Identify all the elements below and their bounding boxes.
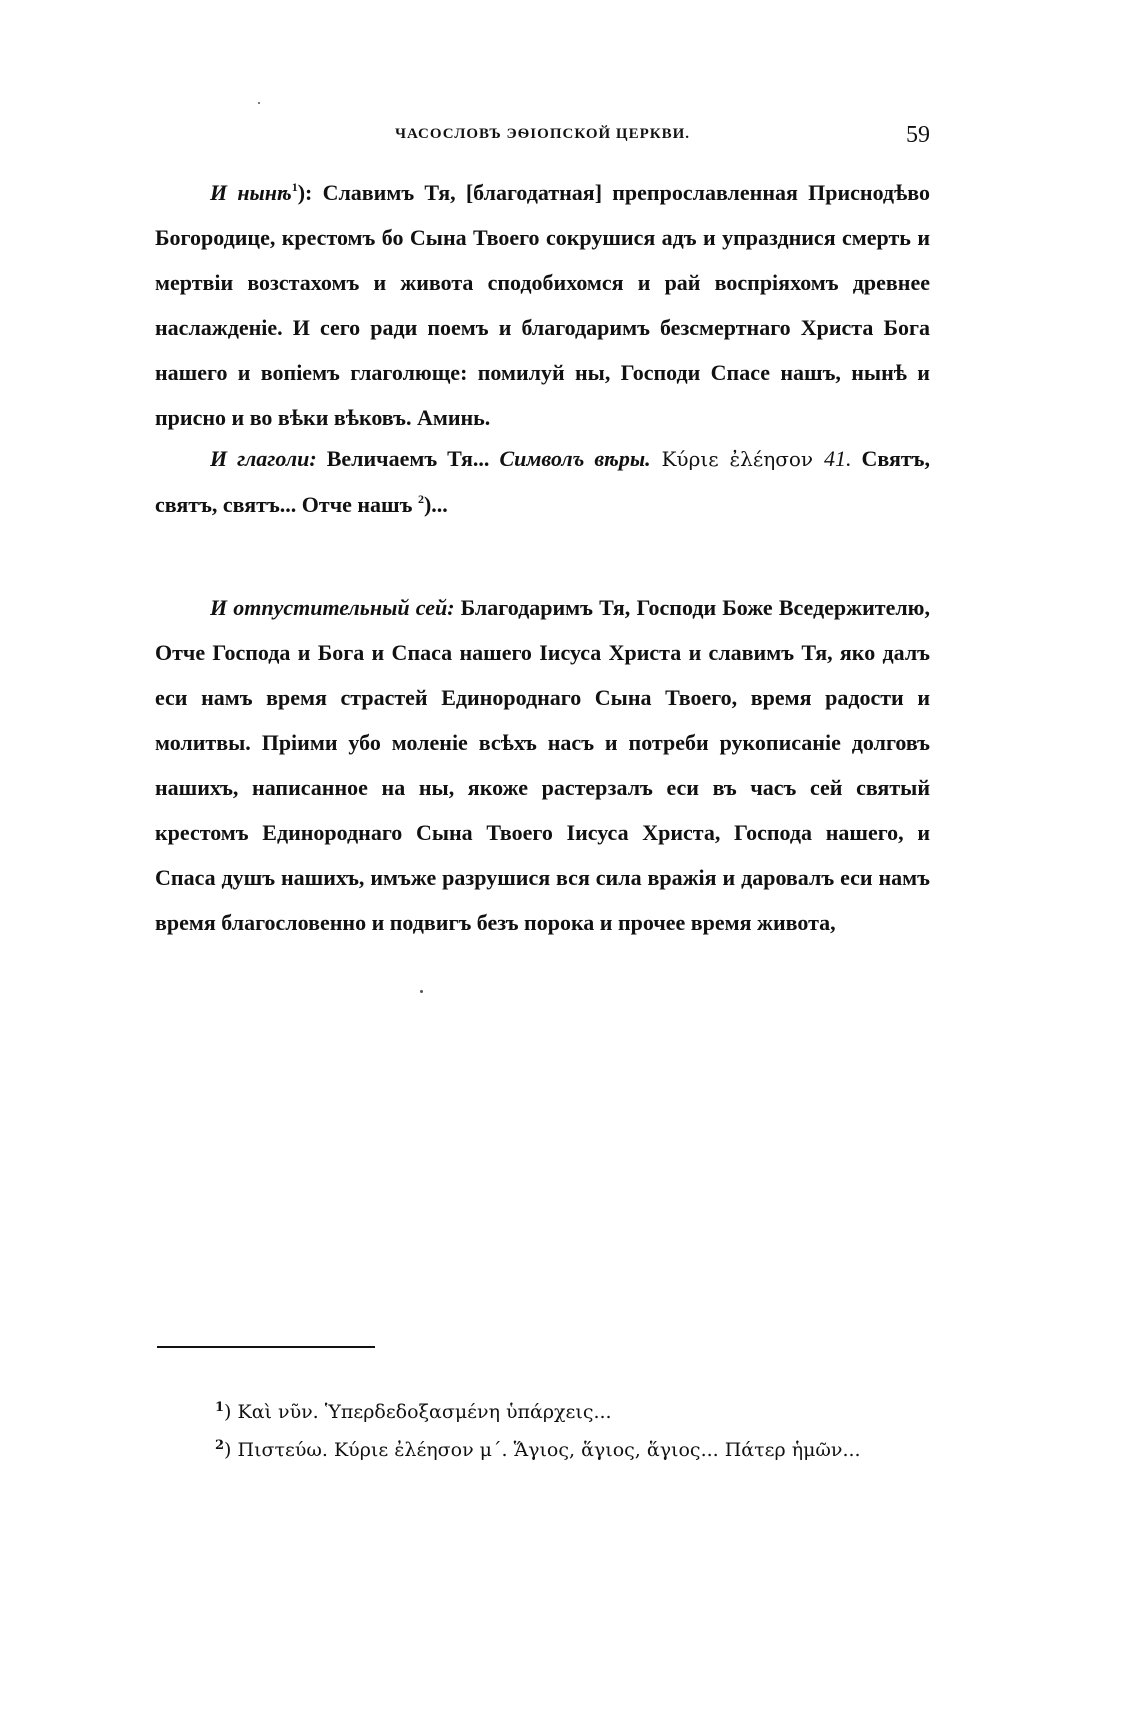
paragraph-2-lead: И глаголи:	[210, 446, 317, 471]
paragraph-1-text: ): Славимъ Тя, [благодатная] препрославленная Приснодѣво Богородице, крестомъ бо Сына Твоего сокрушися адъ и упразднися смерть и мертвіи возстахомъ и живота сподобихомся и рай воспріяхомъ древнее наслажденіе. И сего ради поемъ и благодаримъ безсмертнаго Христа Бога нашего и вопіемъ глаголюще: помилуй ны, Господи Спасе нашъ, нынѣ и присно и во вѣки вѣковъ. Аминь.	[155, 180, 930, 430]
paragraph-1-lead: И нынѣ	[210, 180, 292, 205]
paragraph-3-text: Благодаримъ Тя, Господи Боже Вседержителю, Отче Господа и Бога и Спаса нашего Іисуса Христа и славимъ Тя, яко далъ еси намъ время страстей Единороднаго Сына Твоего, время радости и молитвы. Пріими убо моленіе всѣхъ насъ и потреби рукописаніе долговъ нашихъ, написанное на ны, якоже растерзалъ еси въ часъ сей святый крестомъ Единороднаго Сына Твоего Іисуса Христа, Господа нашего, и Спаса душъ нашихъ, имъже разрушися вся сила вражія и даровалъ еси намъ время благословенно и подвигъ безъ порока и прочее время живота,	[155, 595, 930, 935]
header-title: ЧАСОСЛОВЪ ЭѲІОПСКОЙ ЦЕРКВИ.	[394, 126, 691, 142]
footnote-2-text: ) Πιστεύω. Κύριε ἐλέησον μ΄. Ἅγιος, ἅγιος, ἅγιος... Πάτερ ἡμῶν...	[224, 1439, 861, 1461]
footnote-1	[215, 1400, 612, 1423]
paragraph-2-text-c: )...	[423, 492, 448, 517]
paragraph-2-text-a: Величаемъ Тя...	[316, 446, 500, 471]
footnote-ref-1: 1	[291, 180, 298, 194]
footnote-2-mark: 2	[215, 1438, 225, 1453]
footnote-divider	[157, 1346, 375, 1348]
running-header	[155, 122, 930, 156]
scan-speck	[258, 102, 260, 104]
paragraph-1	[155, 170, 930, 440]
footnote-ref-2: 2	[417, 492, 424, 506]
paragraph-3-lead: И отпустительный сей:	[210, 595, 455, 620]
footnote-1-mark: 1	[215, 1400, 225, 1415]
paragraph-2	[155, 436, 930, 527]
footnote-1-text: ) Καὶ νῦν. Ὑπερδεδοξασμένη ὑπάρχεις...	[224, 1401, 612, 1423]
footnote-2	[215, 1438, 861, 1461]
paragraph-2-italic: Символъ вѣры.	[499, 446, 651, 471]
scan-speck	[420, 990, 423, 993]
paragraph-3	[155, 585, 930, 945]
paragraph-2-text-b: Святъ, святъ, святъ... Отче нашъ	[155, 446, 930, 517]
paragraph-2-greek: Κύριε ἐλέησον	[650, 447, 824, 471]
paragraph-2-count: 41.	[823, 446, 852, 471]
page-number: 59	[906, 122, 930, 148]
